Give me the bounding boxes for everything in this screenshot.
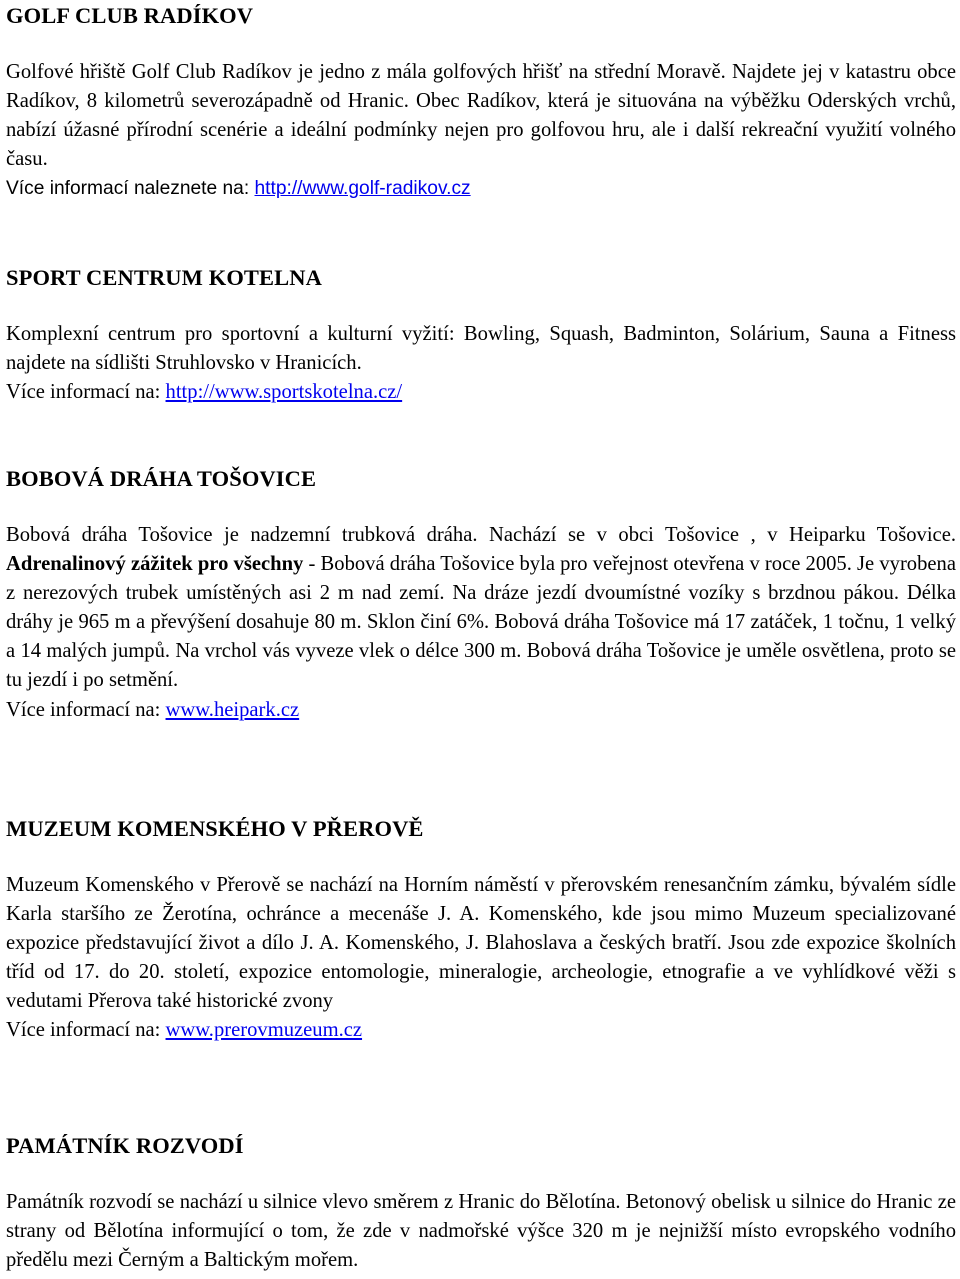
- body-text: Golfové hřiště Golf Club Radíkov je jedno z mála golfových hřišť na střední Moravě. Najdete jej v katastru obce Radíkov, 8 kilometrů severozápadně od Hranic. Obec Radíkov, která je situována na výběžku Oderských vrchů, nabízí úžasné přírodní scenérie a ideální podmínky nejen pro golfovou hru, ale i další rekreační využití volného času.: [6, 61, 956, 171]
- more-info-line: [6, 174, 956, 203]
- body-text: Muzeum Komenského v Přerově se nachází na Horním náměstí v přerovském renesančním zámku, bývalém sídle Karla staršího ze Žerotína, ochránce a mecenáše J. A. Komenského, kde jsou mimo Muzeum specializované expozice představující život a dílo J. A. Komenského, J. Blahoslava a českých bratří. Jsou zde expozice školních tříd od 17. do 20. století, expozice entomologie, mineralogie, archeologie, etnografie a ve vyhlídkové věži s vedutami Přerova také historické zvony: [6, 874, 956, 1013]
- section-body: [6, 58, 956, 203]
- body-text-start: Bobová dráha Tošovice je nadzemní trubková dráha. Nachází se v obci Tošovice , v Heiparku Tošovice.: [6, 524, 956, 546]
- more-info-label: Více informací na:: [6, 698, 166, 721]
- section-title: BOBOVÁ DRÁHA TOŠOVICE: [6, 466, 317, 491]
- body-text-bold: Adrenalinový zážitek pro všechny: [6, 553, 304, 576]
- more-info-label: Více informací na:: [6, 1019, 166, 1042]
- more-info-line: [6, 1016, 956, 1045]
- more-info-line: [6, 378, 956, 407]
- section-body: [6, 521, 956, 725]
- section-title: SPORT CENTRUM KOTELNA: [6, 265, 322, 290]
- section-pamatnik-rozvodi: [6, 1132, 956, 1275]
- section-title: PAMÁTNÍK ROZVODÍ: [6, 1133, 244, 1158]
- section-body: [6, 871, 956, 1046]
- sportskotelna-link[interactable]: http://www.sportskotelna.cz/: [165, 381, 403, 404]
- more-info-label: Více informací naleznete na:: [6, 178, 255, 200]
- section-body: [6, 320, 956, 407]
- heipark-link[interactable]: www.heipark.cz: [165, 698, 300, 721]
- section-bobova-draha-tosovice: [6, 465, 956, 725]
- golf-radikov-link[interactable]: http://www.golf-radikov.cz: [254, 178, 471, 200]
- section-golf-club-radikov: [6, 2, 956, 203]
- section-sport-centrum-kotelna: [6, 264, 956, 407]
- section-body: [6, 1188, 956, 1275]
- body-text-end: - Bobová dráha Tošovice byla pro veřejnost otevřena v roce 2005. Je vyrobena z nerezových trubek umístěných asi 2 m nad zemí. Na dráze jezdí dvoumístné vozíky s brzdnou pákou. Délka dráhy je 965 m a převýšení dosahuje 80 m. Sklon činí 6%. Bobová dráha Tošovice má 17 zatáček, 1 točnu, 1 velký a 14 malých jumpů. Na vrchol vás vyveze vlek o délce 300 m. Bobová dráha Tošovice je uměle osvětlena, proto se tu jezdí i po setmění.: [6, 553, 956, 692]
- section-muzeum-komenskeho: [6, 815, 956, 1046]
- body-text: Památník rozvodí se nachází u silnice vlevo směrem z Hranic do Bělotína. Betonový obelisk u silnice do Hranic ze strany od Bělotína informující o tom, že zde v nadmořské výšce 320 m je nejnižší místo evropského vodního předělu mezi Černým a Baltickým mořem.: [6, 1191, 956, 1272]
- section-title: GOLF CLUB RADÍKOV: [6, 3, 254, 28]
- section-title: MUZEUM KOMENSKÉHO V PŘEROVĚ: [6, 816, 424, 841]
- prerovmuzeum-link[interactable]: www.prerovmuzeum.cz: [165, 1019, 363, 1042]
- body-text: Komplexní centrum pro sportovní a kulturní vyžití: Bowling, Squash, Badminton, Solárium, Sauna a Fitness najdete na sídlišti Struhlovsko v Hranicích.: [6, 323, 956, 375]
- more-info-label: Více informací na:: [6, 381, 166, 404]
- more-info-line: [6, 696, 956, 725]
